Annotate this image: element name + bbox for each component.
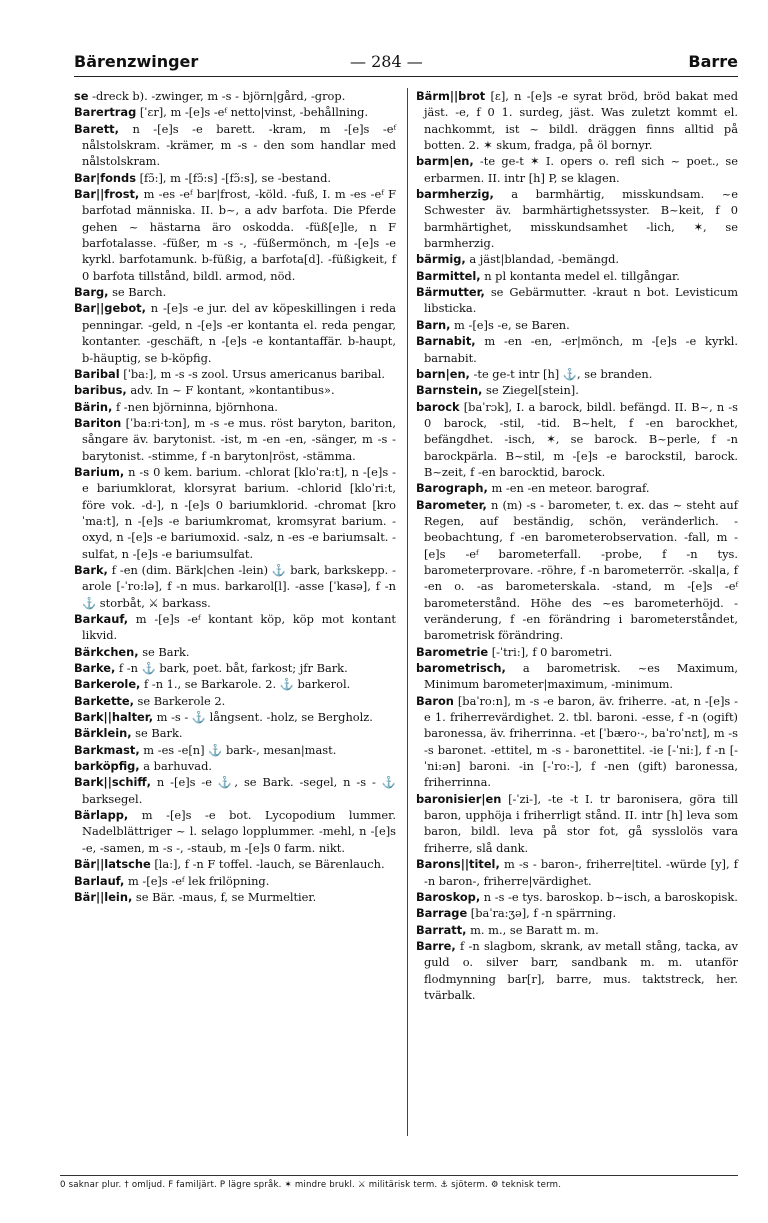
dictionary-entry: bärmig, a jäst|blandad, -bemängd. bbox=[416, 252, 620, 267]
dictionary-entry: Barratt, m. m., se Baratt m. m. bbox=[416, 922, 599, 937]
headword: Bärm||brot bbox=[416, 89, 486, 103]
dictionary-entry: baronisier|en [-ˈzi-], -te -t I. tr baronisera, göra till baron, upphöja i friherrligt stånd. II. intr [h] leva som baron, bildl. leva på stor fot, gå sysslolös vara friherre, slå dank. bbox=[416, 791, 738, 855]
columns bbox=[74, 88, 738, 1138]
headword: Bärin, bbox=[74, 399, 113, 414]
headword: Bar|fonds bbox=[74, 170, 136, 185]
headword: Baron bbox=[416, 693, 454, 708]
headword: Barnstein, bbox=[416, 383, 483, 398]
headword: Barkmast, bbox=[74, 742, 140, 757]
headword: Bärlapp, bbox=[74, 808, 129, 823]
headword: baronisier|en bbox=[416, 791, 502, 806]
headword: Barett, bbox=[74, 121, 119, 136]
headword: Bärklein, bbox=[74, 726, 132, 741]
headword: Barke, bbox=[74, 661, 116, 676]
dictionary-entry: Barometrie [-ˈtri:], f 0 barometri. bbox=[416, 644, 613, 659]
dictionary-entry: Barkette, se Barkerole 2. bbox=[74, 693, 226, 708]
headword: barock bbox=[416, 399, 460, 414]
dictionary-entry: barn|en, -te ge-t intr [h] ⚓, se branden. bbox=[416, 366, 653, 381]
dictionary-entry: Barrage [baˈra:ʒə], f -n spärrning. bbox=[416, 906, 617, 921]
headword: Barkauf, bbox=[74, 612, 129, 626]
dictionary-entry: Barnabit, m -en -en, -er|mönch, m -[e]s -e kyrkl. barnabit. bbox=[416, 334, 738, 365]
headword: Baribal bbox=[74, 366, 120, 381]
headword: Barons||titel, bbox=[416, 857, 500, 872]
headword: Barg, bbox=[74, 285, 109, 300]
dictionary-entry: Barograph, m -en -en meteor. barograf. bbox=[416, 481, 650, 496]
left-column bbox=[74, 88, 396, 905]
headword: Bark||halter, bbox=[74, 710, 154, 725]
dictionary-entry: Barnstein, se Ziegel[stein]. bbox=[416, 383, 579, 398]
headword: barköpfig, bbox=[74, 759, 140, 774]
headword: Barnabit, bbox=[416, 334, 476, 349]
abbreviation-legend: 0 saknar plur. † omljud. F familjärt. P lägre språk. ✶ mindre brukl. ⚔ militärisk term. ⚓ sjöterm. ⚙ teknisk term. bbox=[60, 1175, 738, 1190]
headword: Barratt, bbox=[416, 922, 467, 937]
dictionary-entry: Barke, f -n ⚓ bark, poet. båt, farkost; jfr Bark. bbox=[74, 661, 348, 676]
dictionary-entry: Bar||frost, m -es -eᶠ bar|frost, -köld. -fuß, I. m -es -eᶠ F barfotad människa. II. b~, a adv barfota. Die Pferde gehen ~ hästarna äro oskodda. -füß[e]le, n F barfotalasse. -füßer, m -s -, -füßermönch, m -[e]s -e kyrkl. barfotamunk. b-füßig, a barfota[d]. -füßigkeit, f 0 barfota tillstånd, bildl. armod, nöd. bbox=[74, 187, 396, 283]
headword: Bark||schiff, bbox=[74, 775, 151, 790]
headword: Barometrie bbox=[416, 644, 489, 659]
dictionary-entry: Baribal [ˈba:], m -s -s zool. Ursus americanus baribal. bbox=[74, 366, 386, 381]
dictionary-entry: Baron [baˈro:n], m -s -e baron, äv. friherre. -at, n -[e]s -e 1. friherrevärdighet. 2. tbl. baroni. -esse, f -n (ogift) baronessa, äv. friherrinna. -et [ˈbæro·-, baˈroˈnɛt], m -s -s baronet. -ettitel, m -s - baronettitel. -ie [-ˈni:], f -n [-ˈni:ən] baroni. -in [-ˈro:-], f -nen (gift) baronessa, friherrinna. bbox=[416, 693, 738, 790]
dictionary-entry: Bark||schiff, n -[e]s -e ⚓, se Bark. -segel, n -s - ⚓ barksegel. bbox=[74, 775, 396, 806]
dictionary-entry: Barett, n -[e]s -e barett. -kram, m -[e]s -eᶠ nålstolskram. -krämer, m -s - den som handlar med nålstolskram. bbox=[74, 121, 396, 169]
dictionary-entry: Bark||halter, m -s - ⚓ långsent. -holz, se Bergholz. bbox=[74, 710, 373, 725]
dictionary-entry: Barium, n -s 0 kem. barium. -chlorat [kloˈra:t], n -[e]s -e bariumklorat, klorsyrat barium. -chlorid [kloˈri:t, före vok. -d-], n -[e]s 0 bariumklorid. -chromat [kroˈma:t], n -[e]s -e bariumkromat, kromsyrat barium. -oxyd, n -[e]s -e bariumoxid. -salz, n -es -e bariumsalt. -sulfat, n -[e]s -e bariumsulfat. bbox=[74, 464, 396, 561]
headword: Barrage bbox=[416, 906, 468, 921]
dictionary-entry: barm|en, -te ge-t ✶ I. opers o. refl sich ~ poet., se erbarmen. II. intr [h] P, se klagen. bbox=[416, 154, 738, 185]
headword: Bärkchen, bbox=[74, 644, 139, 659]
page-number: — 284 — bbox=[350, 52, 423, 71]
headword: Bark, bbox=[74, 562, 108, 577]
headword: Barertrag bbox=[74, 105, 137, 120]
dictionary-entry: Barlauf, m -[e]s -eᶠ lek frilöpning. bbox=[74, 873, 270, 888]
headword: Barkette, bbox=[74, 693, 134, 708]
dictionary-entry: Bar||gebot, n -[e]s -e jur. del av köpeskillingen i reda penningar. -geld, n -[e]s -er kontanta el. reda pengar, kontanter. -geschäft, n -[e]s -e kontantaffär. b-haupt, b-häuptig, se b-köpfig. bbox=[74, 301, 396, 365]
page-header bbox=[60, 48, 738, 74]
headword: Bärmutter, bbox=[416, 285, 485, 300]
dictionary-entry: se -dreck b). -zwinger, m -s - björn|gård, -grop. bbox=[74, 89, 346, 103]
header-last-word: Barre bbox=[688, 52, 738, 71]
headword: barmherzig, bbox=[416, 187, 494, 202]
dictionary-entry: Bärlapp, m -[e]s -e bot. Lycopodium lummer. Nadelblättriger ~ l. selago lopplummer. -mehl, n -[e]s -e, -samen, m -s -, -staub, m -[e]s 0 farm. nikt. bbox=[74, 808, 396, 855]
dictionary-entry: Baroskop, n -s -e tys. baroskop. b~isch, a baroskopisk. bbox=[416, 889, 738, 904]
headword: Barn, bbox=[416, 317, 451, 332]
dictionary-entry: Barkmast, m -es -e[n] ⚓ bark-, mesan|mast. bbox=[74, 742, 337, 757]
dictionary-entry: Bärmutter, se Gebärmutter. -kraut n bot. Levisticum libsticka. bbox=[416, 285, 738, 316]
dictionary-entry: barköpfig, a barhuvad. bbox=[74, 759, 213, 774]
dictionary-entry: Bär||latsche [la:], f -n F toffel. -lauch, se Bärenlauch. bbox=[74, 857, 385, 872]
headword: Bär||lein, bbox=[74, 889, 133, 904]
dictionary-entry: Barons||titel, m -s - baron-, friherre|titel. -würde [y], f -n baron-, friherre|värdighet. bbox=[416, 857, 738, 888]
dictionary-entry: Barertrag [ˈɛr], m -[e]s -eᶠ netto|vinst, -behållning. bbox=[74, 105, 369, 120]
headword: Barre, bbox=[416, 938, 456, 953]
dictionary-entry: Bar|fonds [fɔ̃:], m -[fɔ̃:s] -[fɔ̃:s], se -bestand. bbox=[74, 170, 332, 185]
dictionary-entry: barometrisch, a barometrisk. ~es Maximum, Minimum barometer|maximum, -minimum. bbox=[416, 661, 738, 692]
headword: Bariton bbox=[74, 415, 122, 430]
dictionary-entry: barock [baˈrɔk], I. a barock, bildl. befängd. II. B~, n -s 0 barock, -stil, -tid. B~helt, f -en barockhet, befängdhet. -isch, ✶, se barock. B~perle, f -n barockpärla. B~stil, m -[e]s -e barockstil, barock. B~zeit, f -en barocktid, barock. bbox=[416, 399, 738, 479]
header-rule bbox=[74, 76, 738, 77]
headword: baribus, bbox=[74, 383, 127, 398]
dictionary-entry: Bariton [ˈba:ri·tɔn], m -s -e mus. röst baryton, bariton, sångare äv. barytonist. -ist, m -en -en, -sänger, m -s - barytonist. -stimme, f -n baryton|röst, -stämma. bbox=[74, 415, 396, 463]
dictionary-entry: Bärin, f -nen björninna, björnhona. bbox=[74, 399, 278, 414]
dictionary-page bbox=[60, 48, 738, 1002]
dictionary-entry: Barn, m -[e]s -e, se Baren. bbox=[416, 317, 570, 332]
headword: Barograph, bbox=[416, 481, 488, 496]
dictionary-entry: Bärkchen, se Bark. bbox=[74, 644, 190, 659]
dictionary-entry: Bärklein, se Bark. bbox=[74, 726, 183, 741]
dictionary-entry: Bark, f -en (dim. Bärk|chen -lein) ⚓ bark, barkskepp. -arole [-ˈro:lə], f -n mus. barkarol[l]. -asse [ˈkasə], f -n ⚓ storbåt, ⚔ barkass. bbox=[74, 562, 396, 610]
dictionary-entry: baribus, adv. In ~ F kontant, »kontantibus». bbox=[74, 383, 335, 398]
dictionary-entry: Barmittel, n pl kontanta medel el. tillgångar. bbox=[416, 268, 680, 283]
headword: barm|en, bbox=[416, 154, 474, 169]
headword: Barmittel, bbox=[416, 268, 481, 283]
dictionary-entry: Barkauf, m -[e]s -eᶠ kontant köp, köp mot kontant likvid. bbox=[74, 612, 396, 643]
headword: barometrisch, bbox=[416, 661, 506, 676]
headword: se bbox=[74, 89, 89, 103]
headword: Barometer, bbox=[416, 497, 487, 512]
headword: Bär||latsche bbox=[74, 857, 151, 872]
header-first-word: Bärenzwinger bbox=[74, 52, 199, 71]
headword: Baroskop, bbox=[416, 889, 481, 904]
dictionary-entry: barmherzig, a barmhärtig, misskundsam. ~e Schwester äv. barmhärtighetssyster. B~keit, f 0 barmhärtighet, misskundsamhet -lich, ✶, se barmherzig. bbox=[416, 187, 738, 251]
dictionary-entry: Barg, se Barch. bbox=[74, 285, 167, 300]
dictionary-entry: Barre, f -n slagbom, skrank, av metall stång, tacka, av guld o. silver barr, sandbank m. m. utanför flodmynning bar[r], barre, mus. taktstreck, her. tvärbalk. bbox=[416, 938, 738, 1002]
dictionary-entry: Bärm||brot [ɛ], n -[e]s -e syrat bröd, bröd bakat med jäst. -e, f 0 1. surdeg, jäst. Was zuletzt kommt el. nachkommt, ist ~ bildl. dräggen finns alltid på botten. 2. ✶ skum, fradga, på öl bornyr. bbox=[416, 89, 738, 153]
headword: Bar||frost, bbox=[74, 187, 140, 202]
dictionary-entry: Barkerole, f -n 1., se Barkarole. 2. ⚓ barkerol. bbox=[74, 677, 351, 692]
column-divider bbox=[407, 88, 408, 1136]
headword: Barkerole, bbox=[74, 677, 141, 692]
right-column bbox=[416, 88, 738, 1003]
headword: barn|en, bbox=[416, 366, 470, 381]
dictionary-entry: Bär||lein, se Bär. -maus, f, se Murmeltier. bbox=[74, 889, 317, 904]
headword: Barium, bbox=[74, 464, 125, 479]
headword: bärmig, bbox=[416, 252, 466, 267]
headword: Barlauf, bbox=[74, 873, 125, 888]
headword: Bar||gebot, bbox=[74, 301, 146, 316]
dictionary-entry: Barometer, n (m) -s - barometer, t. ex. das ~ steht auf Regen, auf beständig, schön, veränderlich. -beobachtung, f -en barometerobservation. -fall, m -[e]s -eᶠ barometerfall. -probe, f -n tys. barometerprovare. -röhre, f -n barometerrör. -skal|a, f -en o. -as barometerskala. -stand, m -[e]s -eᶠ barometerstånd. Höhe des ~es barometerhöjd. -veränderung, f -en förändring i barometerståndet, barometrisk förändring. bbox=[416, 497, 738, 643]
